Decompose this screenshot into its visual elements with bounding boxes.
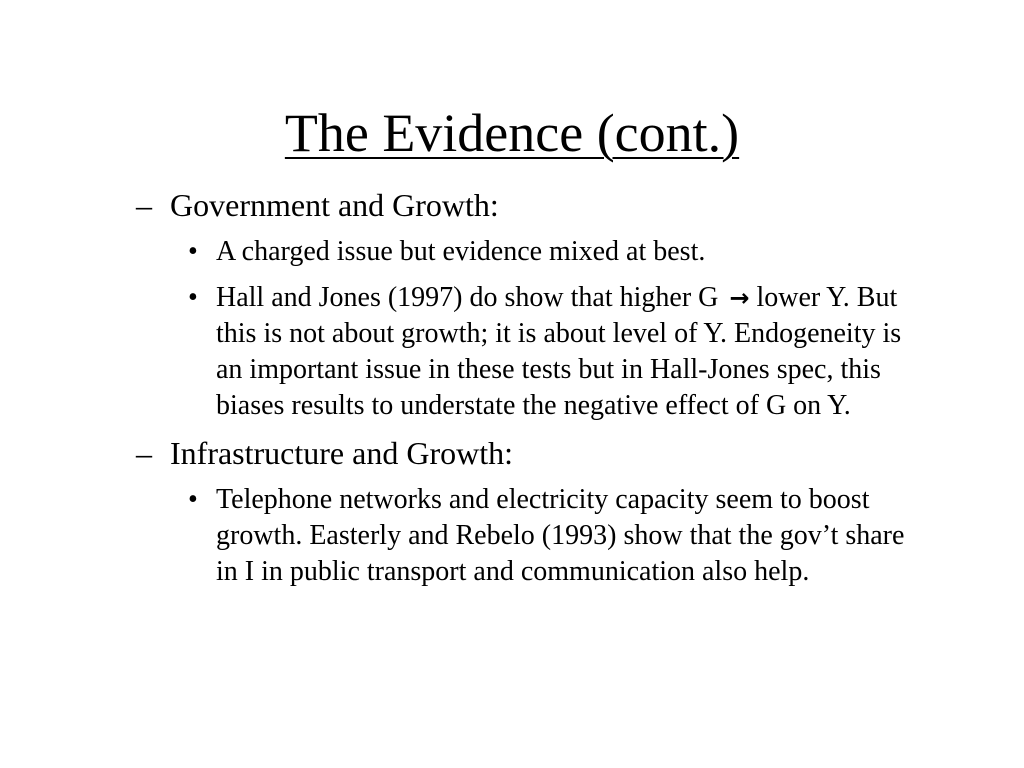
bullet-item: [170, 234, 916, 270]
bullet-text: Telephone networks and electricity capacity seem to boost growth. Easterly and Rebelo (1993) show that the gov’t share in I in public transport and communication also help.: [216, 484, 905, 587]
bullet-marker: •: [188, 282, 198, 313]
bullet-item: [170, 482, 916, 590]
section-infrastructure-growth: [134, 434, 964, 472]
bullet-item: [170, 280, 916, 424]
arrow-right-icon: →: [729, 284, 750, 312]
bullet-marker: •: [188, 236, 198, 267]
slide-title: [0, 100, 1024, 166]
dash-marker: –: [136, 435, 152, 471]
bullet-text: A charged issue but evidence mixed at best.: [216, 236, 706, 267]
section-government-growth: [134, 186, 964, 224]
section-heading: Infrastructure and Growth:: [170, 435, 513, 471]
dash-marker: –: [136, 187, 152, 223]
section-heading: Government and Growth:: [170, 187, 499, 223]
bullet-text-after-arrow: lower Y. But this is not about growth; it is about level of Y. Endogeneity is an important issue in these tests but in Hall-Jones spec, this biases results to understate the negative effect of G on Y.: [216, 282, 902, 421]
slide-content: [134, 186, 964, 600]
slide-title-text: The Evidence (cont.): [284, 103, 740, 163]
bullet-marker: •: [188, 484, 198, 515]
bullet-text-before-arrow: Hall and Jones (1997) do show that higher G: [216, 282, 719, 313]
